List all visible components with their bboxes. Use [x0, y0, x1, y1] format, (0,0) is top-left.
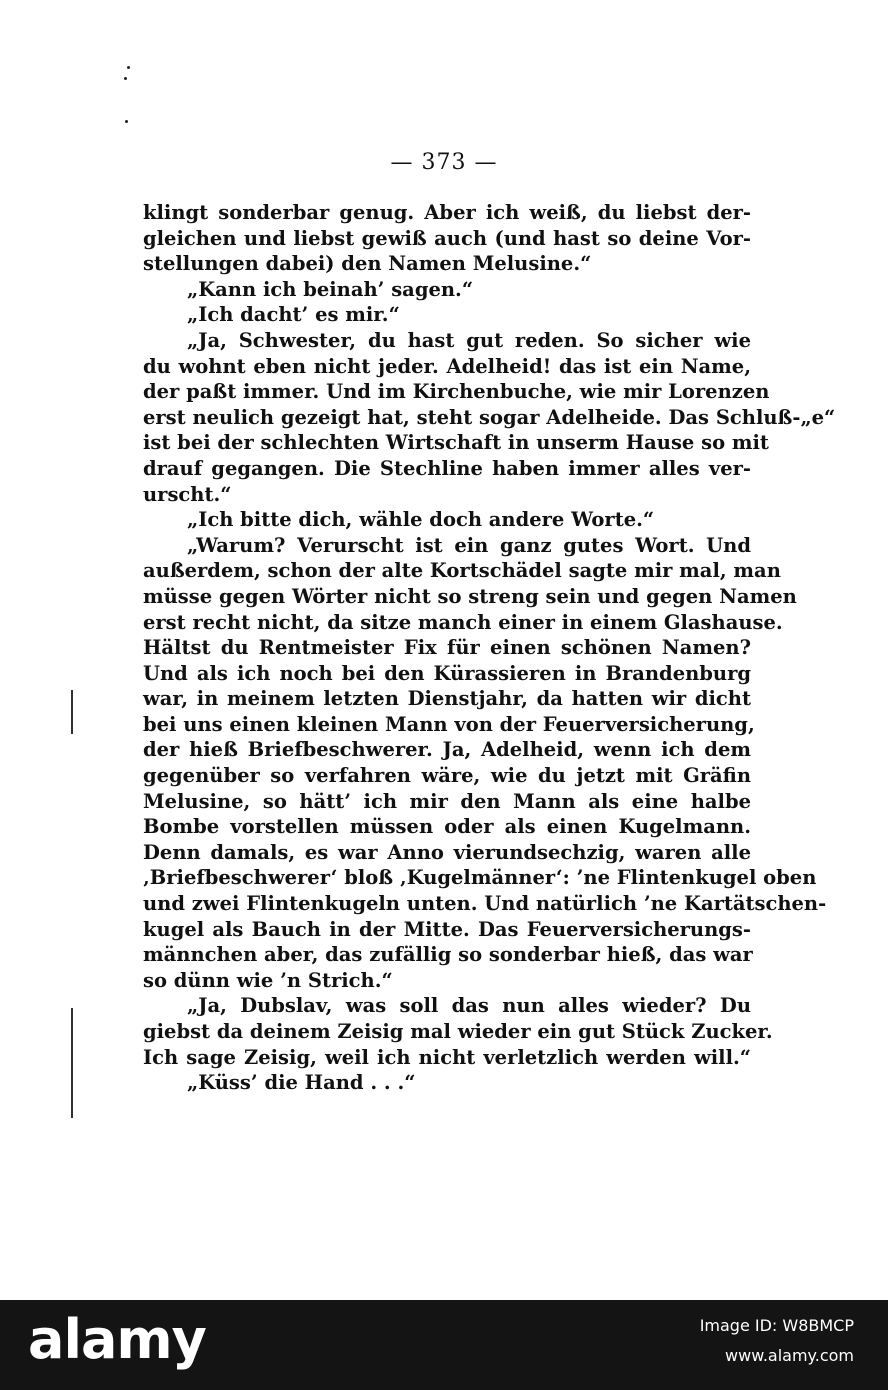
- text-line: urscht.“: [143, 482, 232, 506]
- text-line: kugel als Bauch in der Mitte. Das Feuerversicherungs-: [143, 917, 751, 941]
- text-line: bei uns einen kleinen Mann von der Feuerversicherung,: [143, 712, 755, 736]
- text-line: ist bei der schlechten Wirtschaft in unserm Hause so mit: [143, 431, 769, 455]
- text-line: müsse gegen Wörter nicht so streng sein und gegen Namen: [143, 584, 797, 608]
- text-line: gegenüber so verfahren wäre, wie du jetzt mit Gräfin: [143, 764, 751, 788]
- text-line: männchen aber, das zufällig so sonderbar hieß, das war: [143, 943, 753, 967]
- text-line: „Ich bitte dich, wähle doch andere Worte.“: [187, 508, 655, 532]
- text-line: „Ja, Dubslav, was soll das nun alles wieder? Du: [187, 994, 751, 1018]
- text-line: „Kann ich beinah’ sagen.“: [187, 277, 474, 301]
- text-line: der hieß Briefbeschwerer. Ja, Adelheid, wenn ich dem: [143, 738, 751, 762]
- text-line: „Ich dacht’ es mir.“: [187, 303, 400, 327]
- text-line: giebst da deinem Zeisig mal wieder ein gut Stück Zucker.: [143, 1020, 773, 1043]
- text-line: Hältst du Rentmeister Fix für einen schönen Namen?: [143, 636, 751, 660]
- text-line: Und als ich noch bei den Kürassieren in Brandenburg: [143, 661, 751, 685]
- text-line: Bombe vorstellen müssen oder als einen Kugelmann.: [143, 815, 751, 839]
- scan-speck: [125, 120, 128, 123]
- scan-margin-mark: [71, 1008, 73, 1118]
- text-line: gleichen und liebst gewiß auch (und hast so deine Vor-: [143, 226, 751, 250]
- text-line: „Ja, Schwester, du hast gut reden. So sicher wie: [187, 328, 751, 352]
- watermark-footer: [0, 1300, 888, 1390]
- alamy-logo: alamy: [28, 1308, 206, 1371]
- scan-speck: [124, 77, 127, 80]
- text-line: du wohnt eben nicht jeder. Adelheid! das ist ein Name,: [143, 354, 751, 378]
- body-text: [143, 200, 836, 1096]
- site-url: www.alamy.com: [725, 1346, 854, 1365]
- text-line: und zwei Flintenkugeln unten. Und natürlich ’ne Kartätschen-: [143, 892, 827, 916]
- text-line: der paßt immer. Und im Kirchenbuche, wie mir Lorenzen: [143, 380, 770, 404]
- text-line: so dünn wie ’n Strich.“: [143, 968, 393, 992]
- text-line: Ich sage Zeisig, weil ich nicht verletzlich werden will.“: [143, 1045, 751, 1069]
- text-line: ‚Briefbeschwerer‘ bloß ‚Kugelmänner‘: ’ne Flintenkugel oben: [143, 866, 817, 890]
- scan-speck: [127, 66, 130, 69]
- text-line: Denn damals, es war Anno vierundsechzig, waren alle: [143, 840, 751, 864]
- page-number: — 373 —: [390, 150, 498, 175]
- text-line: stellungen dabei) den Namen Melusine.“: [143, 252, 592, 276]
- text-line: klingt sonderbar genug. Aber ich weiß, du liebst der-: [143, 201, 751, 224]
- image-id-label: Image ID: W8BMCP: [699, 1316, 854, 1335]
- text-line: „Warum? Verurscht ist ein ganz gutes Wort. Und: [187, 533, 751, 557]
- text-line: erst recht nicht, da sitze manch einer in einem Glashause.: [143, 610, 783, 634]
- text-line: „Küss’ die Hand . . .“: [187, 1071, 416, 1095]
- text-line: erst neulich gezeigt hat, steht sogar Adelheide. Das Schluß-„e“: [143, 405, 836, 429]
- text-line: drauf gegangen. Die Stechline haben immer alles ver-: [143, 456, 751, 480]
- text-line: war, in meinem letzten Dienstjahr, da hatten wir dicht: [143, 687, 751, 711]
- text-line: außerdem, schon der alte Kortschädel sagte mir mal, man: [143, 559, 781, 583]
- text-line: Melusine, so hätt’ ich mir den Mann als eine halbe: [143, 789, 751, 813]
- scan-margin-mark: [71, 690, 73, 734]
